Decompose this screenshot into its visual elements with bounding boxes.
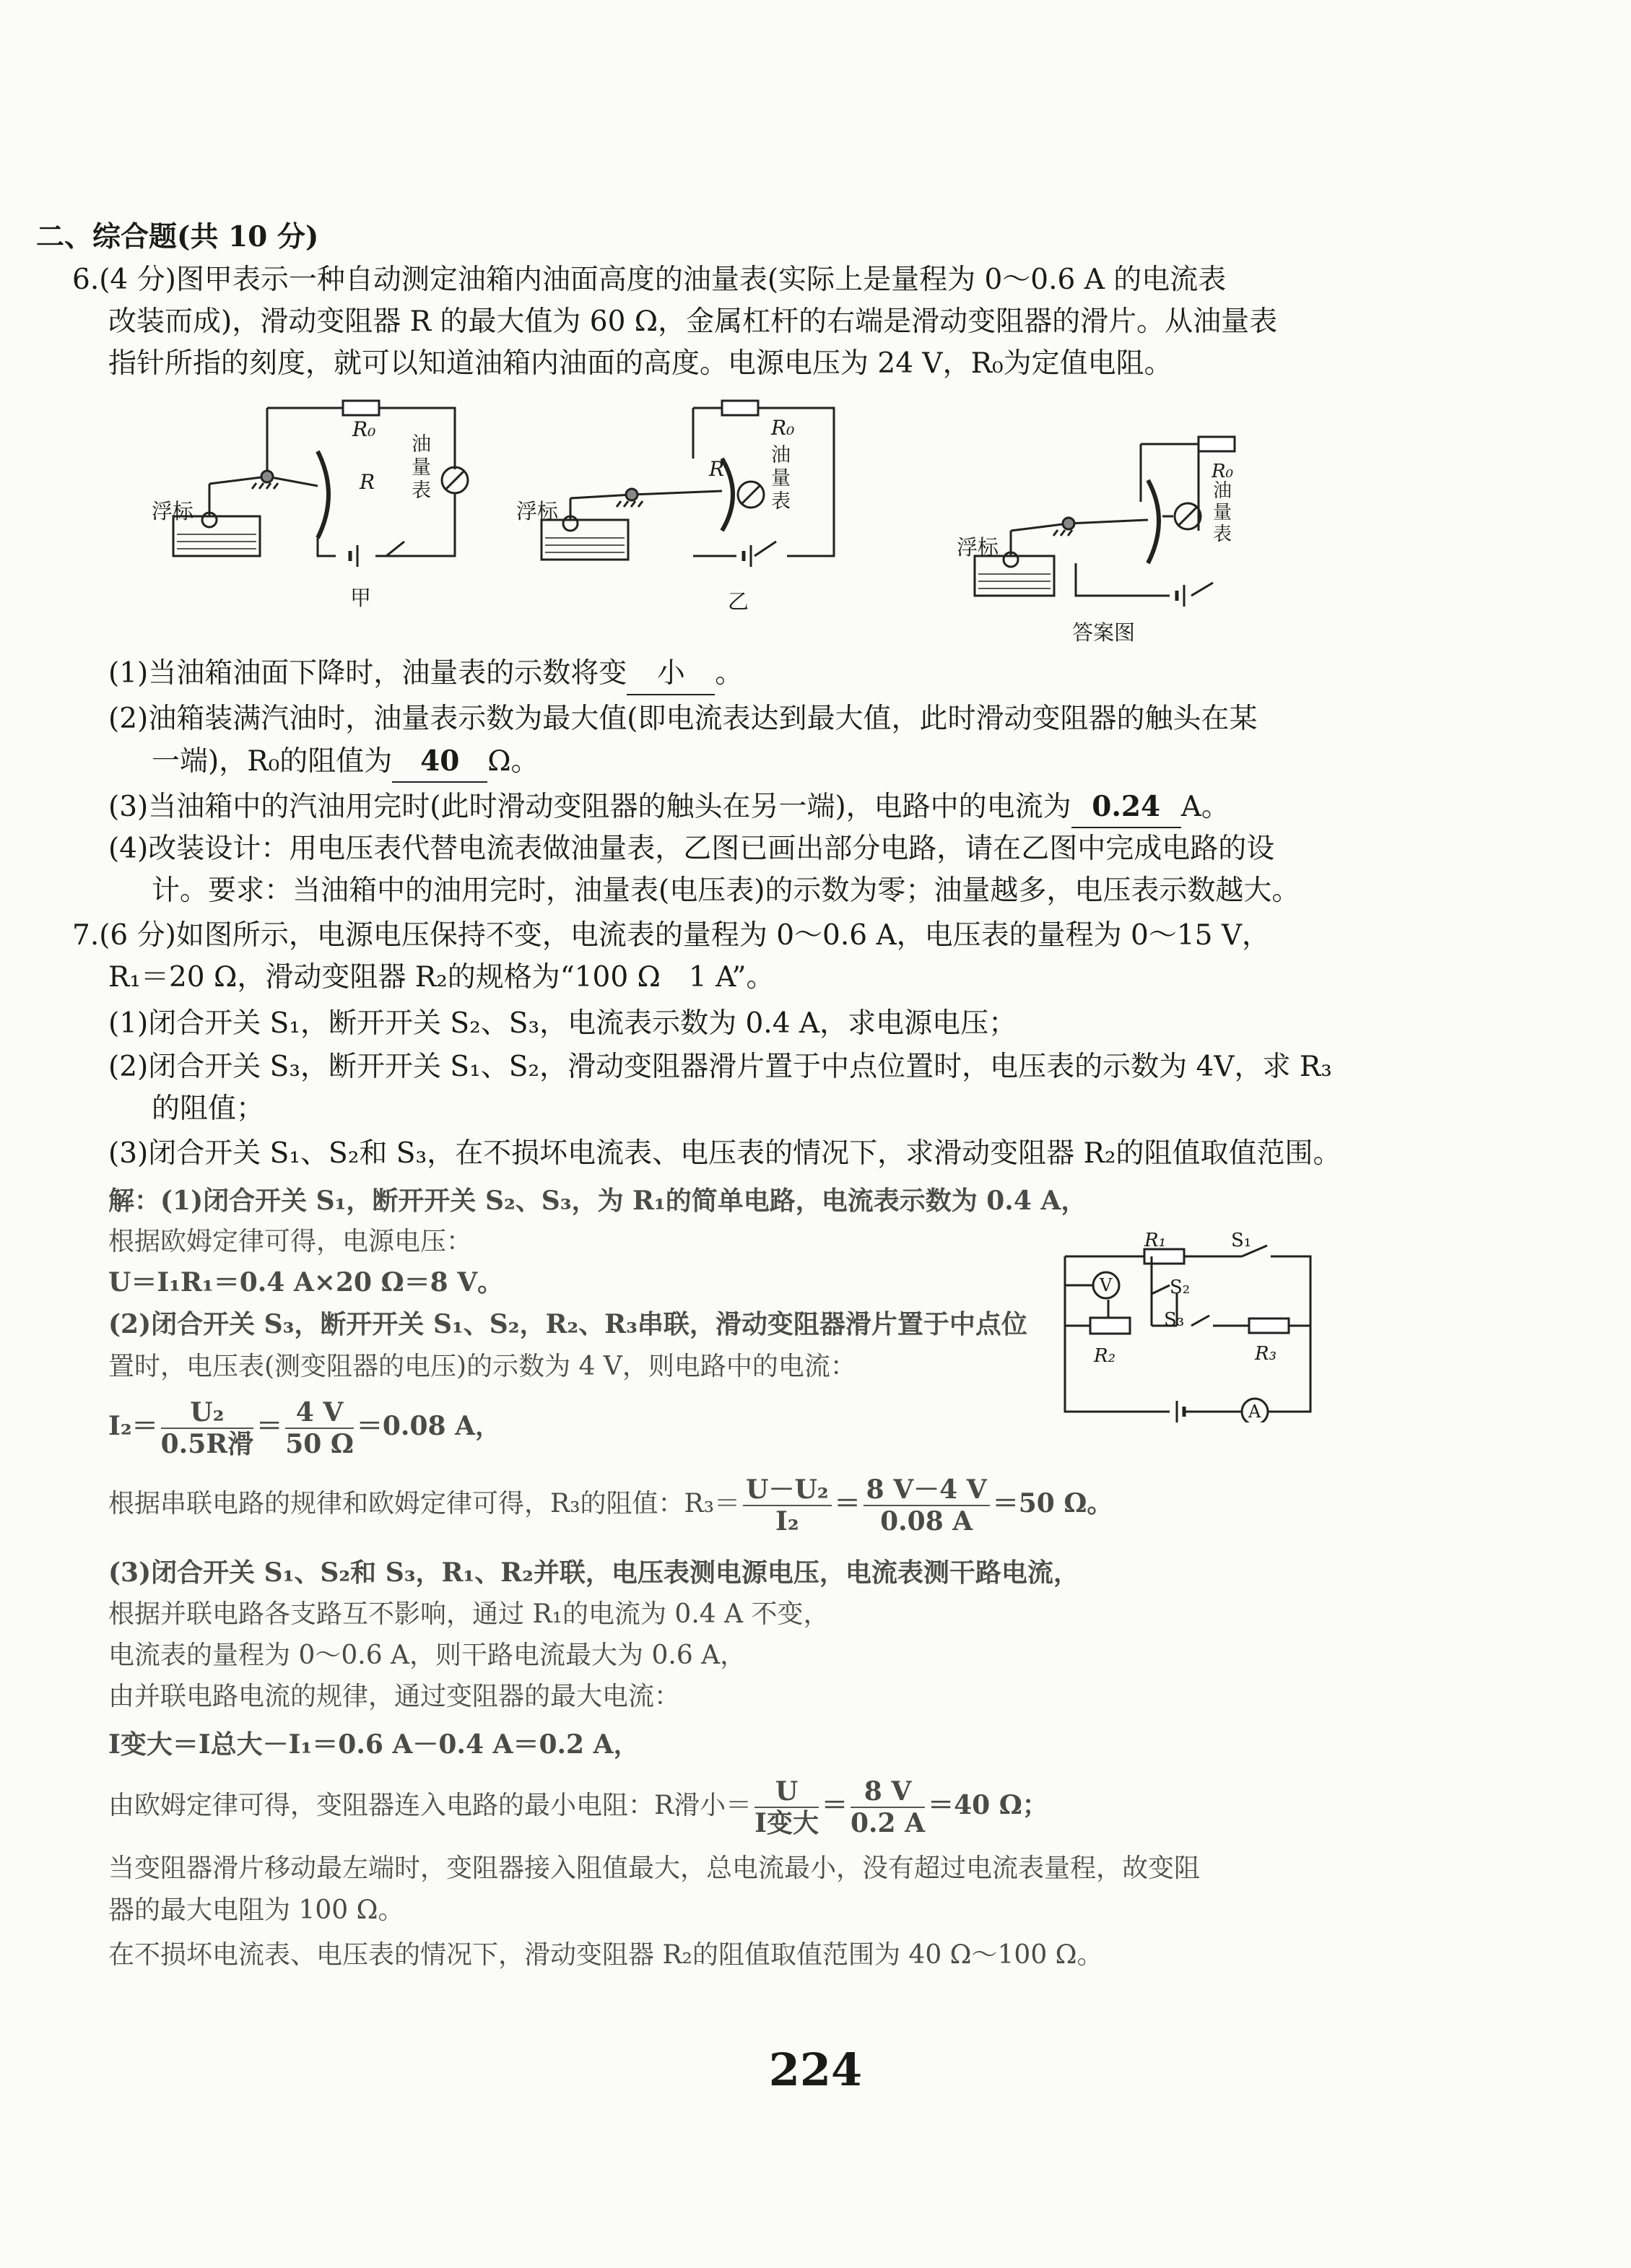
sol-l9: 由并联电路电流的规律，通过变阻器的最大电流：: [108, 1682, 681, 1711]
q6-line-2: 改装而成)，滑动变阻器 R 的最大值为 60 Ω，金属杠杆的右端是滑动变阻器的滑片。从油量表: [108, 305, 1278, 338]
sol-l7: 根据并联电路各支路互不影响，通过 R₁的电流为 0.4 A 不变，: [108, 1599, 830, 1629]
circuit-s3-label: S₃: [1164, 1309, 1185, 1331]
q7-line-1: 7.(6 分)如图所示，电源电压保持不变，电流表的量程为 0～0.6 A，电压表的量程为 0～15 V，: [72, 919, 1271, 952]
yi-meter-label: 油 量 表: [771, 444, 791, 513]
yi-r0-label: R₀: [771, 416, 795, 440]
sol-l6: (3)闭合开关 S₁、S₂和 S₃，R₁、R₂并联，电压表测电源电压，电流表测干路电流，: [108, 1557, 1079, 1588]
q6-p3: (3)当油箱中的汽油用完时(此时滑动变阻器的触头在另一端)，电路中的电流为 0.24 A。: [108, 786, 1230, 828]
sol-l11: 当变阻器滑片移动最左端时，变阻器接入阻值最大，总电流最小，没有超过电流表量程，故变阻: [108, 1854, 1201, 1883]
circuit-v-label: V: [1100, 1275, 1113, 1295]
answer-blank-1: 小: [627, 653, 715, 695]
resistor-r3: [1249, 1318, 1289, 1333]
q7-line-2: R₁＝20 Ω，滑动变阻器 R₂的规格为“100 Ω 1 A”。: [108, 961, 775, 994]
ans-meter-label: 油 量 表: [1213, 480, 1232, 545]
sol-l12: 器的最大电阻为 100 Ω。: [108, 1895, 404, 1925]
q7-line-3: (1)闭合开关 S₁，断开开关 S₂、S₃，电流表示数为 0.4 A，求电源电压；: [108, 1007, 1017, 1040]
figure-jia: [144, 394, 491, 610]
sol-eq1: I₂＝ $\frac{\text{U₂}}{\text{0.5R滑}}$ ＝ $\frac{4 V}{50 \Omega}$ ＝0.08 A，: [108, 1397, 502, 1459]
answer-blank-3: 0.24: [1071, 786, 1181, 828]
q6-p2-line-1: (2)油箱装满汽油时，油量表示数为最大值(即电流表达到最大值，此时滑动变阻器的触头在某: [108, 703, 1258, 735]
yi-r-label: R: [709, 457, 725, 481]
answer-blank-2: 40: [392, 741, 487, 783]
figure-yi: [513, 394, 852, 610]
sol-eq2: 根据串联电路的规律和欧姆定律可得，R₃的阻值：R₃＝ $\frac{\text{U－U₂}}{\text{I₂}}$ ＝ $\frac{8 V-4 V}{0.08 A}$ ＝50 Ω。: [108, 1474, 1113, 1537]
sol-l10: I变大＝I总大－I₁＝0.6 A－0.4 A＝0.2 A，: [108, 1729, 640, 1760]
circuit-r1-label: R₁: [1144, 1230, 1166, 1251]
q6-line-1: 6.(4 分)图甲表示一种自动测定油箱内油面高度的油量表(实际上是量程为 0～0.6 A 的电流表: [72, 264, 1227, 296]
jia-r-label: R: [360, 470, 375, 494]
jia-float-label: 浮标: [152, 499, 194, 523]
q7-line-4: (2)闭合开关 S₃，断开开关 S₁、S₂，滑动变阻器滑片置于中点位置时，电压表的示数为 4V，求 R₃: [108, 1051, 1332, 1083]
sol-eq3: 由欧姆定律可得，变阻器连入电路的最小电阻：R滑小＝ $\frac{U}{\text{I变大}}$ ＝ $\frac{8 V}{0.2 A}$ ＝40 Ω；: [108, 1776, 1048, 1838]
sol-l3: U＝I₁R₁＝0.4 A×20 Ω＝8 V。: [108, 1267, 504, 1298]
q6-p1: (1)当油箱油面下降时，油量表的示数将变 小 。: [108, 653, 743, 695]
circuit-r2-label: R₂: [1094, 1345, 1115, 1367]
circuit-s2-label: S₂: [1170, 1277, 1191, 1298]
q7-line-5: 的阻值；: [152, 1092, 265, 1125]
sol-l4: (2)闭合开关 S₃，断开开关 S₁、S₂，R₂、R₃串联，滑动变阻器滑片置于中点位: [108, 1309, 1027, 1339]
q6-p4-line-1: (4)改装设计：用电压表代替电流表做油量表，乙图已画出部分电路，请在乙图中完成电路的设: [108, 833, 1275, 865]
sol-l1: 解：(1)闭合开关 S₁，断开开关 S₂、S₃，为 R₁的简单电路，电流表示数为 0.4 A，: [108, 1186, 1087, 1216]
page-number: 224: [768, 2043, 863, 2096]
jia-r0-label: R₀: [352, 417, 376, 441]
yi-caption: 乙: [728, 589, 749, 614]
q6-line-3: 指针所指的刻度，就可以知道油箱内油面的高度。电源电压为 24 V，R₀为定值电阻。: [108, 347, 1173, 380]
jia-caption: 甲: [350, 586, 372, 610]
sol-l8: 电流表的量程为 0～0.6 A，则干路电流最大为 0.6 A，: [108, 1641, 747, 1670]
section-title: 二、综合题(共 10 分): [36, 220, 319, 253]
answer-caption: 答案图: [1072, 620, 1136, 645]
q6-p4-line-2: 计。要求：当油箱中的油用完时，油量表(电压表)的示数为零；油量越多，电压表示数越大。: [152, 874, 1300, 907]
sol-l2: 根据欧姆定律可得，电源电压：: [108, 1227, 473, 1256]
ans-r0-label: R₀: [1212, 461, 1233, 482]
resistor-r2: [1090, 1318, 1130, 1334]
yi-float-label: 浮标: [516, 499, 559, 523]
sol-l5: 置时，电压表(测变阻器的电压)的示数为 4 V，则电路中的电流：: [108, 1352, 856, 1381]
sol-l13: 在不损坏电流表、电压表的情况下，滑动变阻器 R₂的阻值取值范围为 40 Ω～100 Ω。: [108, 1940, 1103, 1970]
q6-p2-line-2: 一端)，R₀的阻值为 40 Ω。: [152, 741, 539, 783]
ans-float-label: 浮标: [957, 535, 999, 560]
jia-meter-label: 油 量 表: [412, 433, 431, 502]
q7-circuit: [1061, 1228, 1321, 1422]
circuit-s1-label: S₁: [1231, 1230, 1252, 1251]
circuit-a-label: A: [1248, 1402, 1261, 1422]
q7-line-6: (3)闭合开关 S₁、S₂和 S₃，在不损坏电流表、电压表的情况下，求滑动变阻器 R₂的阻值取值范围。: [108, 1137, 1341, 1170]
circuit-r3-label: R₃: [1255, 1343, 1276, 1365]
